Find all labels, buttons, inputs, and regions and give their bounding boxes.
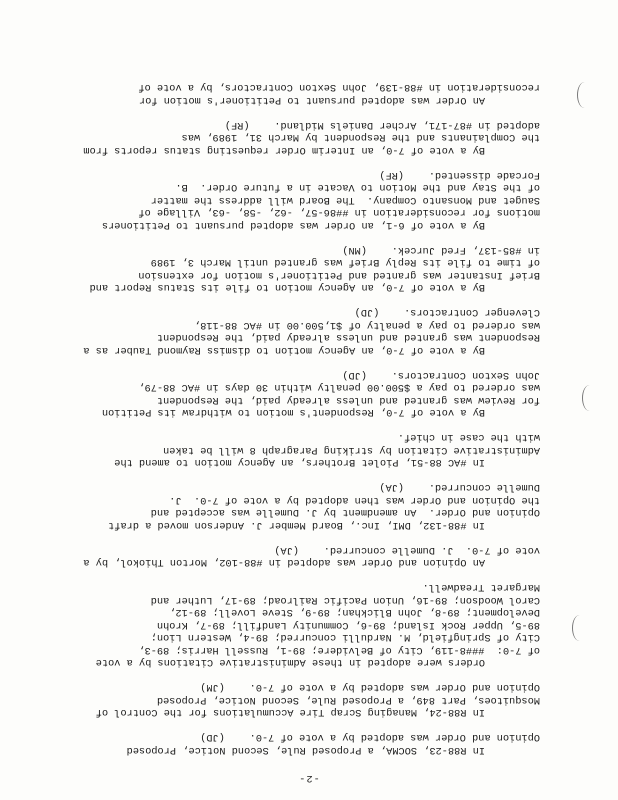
paragraph-line: Sauget and Monsanto Company. The Board will address the matter xyxy=(150,194,540,206)
paragraph-line: Opinion and Order was adopted by a vote of 7-0. (JD) xyxy=(200,731,540,744)
paragraph-line: In #AC 88-51, Piolet Brothers, an Agency motion to amend the xyxy=(114,456,485,469)
paragraph-line: An Order was adopted pursuant to Petitioner's motion for xyxy=(138,94,485,106)
paragraph-line: of time to file its Reply Brief was granted until March 3, 1989 xyxy=(150,256,540,269)
left-margin-mark xyxy=(582,385,597,411)
paragraph xyxy=(60,306,540,356)
paragraph xyxy=(60,119,540,157)
paragraph-line: By a vote of 6-1, an Order was adopted pursuant to Petitioners xyxy=(101,219,485,231)
paragraph-line: was ordered to pay a penalty of $1,500.00 in #AC 88-118, xyxy=(193,319,540,331)
paragraph-line: Margaret Treadwell. xyxy=(422,581,540,594)
left-margin-mark xyxy=(572,615,587,641)
paragraph xyxy=(60,431,540,469)
paragraph-line: Opinion and Order was adopted by a vote of 7-0. (JM) xyxy=(200,681,540,694)
paragraph-line: the Opinion and Order was then adopted by a vote of 7-0. J. xyxy=(169,494,540,506)
page-number: -2- xyxy=(298,772,320,784)
paragraph-line: vote of 7-0. J. Dumelle concurred. (JA) xyxy=(274,544,540,556)
paragraph-line: for Review was granted and unless already paid, the Respondent xyxy=(156,394,540,406)
paragraph-line: By a vote of 7-0, an Agency motion to file its Status Report and xyxy=(89,281,485,294)
paragraph xyxy=(60,244,540,294)
paragraph-line: By a vote of 7-0, an Agency motion to dismiss Raymond Tauber as a xyxy=(83,344,485,356)
paragraph-line: Mosquitoes, Part 849, a Proposed Rule, Second Notice, Proposed xyxy=(156,694,540,706)
paragraph-line: with the case in chief. xyxy=(397,431,540,444)
paragraph-line: In #88-132, DMI, Inc., Board Member J. Anderson moved a draft xyxy=(108,519,485,531)
paragraph-line: Carol Woodson; 89-16, Union Pacific Railroad; 89-17, Luther and xyxy=(150,594,540,606)
paragraph-line: By a vote of 7-0, an Interim Order requesting status reports from xyxy=(83,144,485,156)
paragraph-line: Orders were adopted in these Administrative Citations by a vote xyxy=(95,656,485,669)
paragraph-line: Brief Instanter was granted and Petitioner's motion for extension xyxy=(138,269,540,281)
paragraph-line: Development; 89-8, John Blickhan; 89-9, Steve Lovell; 89-12, xyxy=(169,606,540,619)
paragraph-line: 89-5, Upper Rock Island; 89-6, Community Landfill; 89-7, Krohn xyxy=(156,619,540,631)
paragraph-line: Respondent was granted and unless already paid, the Respondent xyxy=(156,331,540,344)
paragraph xyxy=(60,481,540,531)
paragraph-line: was ordered to pay a $500.00 penalty within 30 days in #AC 88-79, xyxy=(138,381,540,394)
paragraph-line: motions for reconsideration in ##86-57, -62, -58, -63, Village of xyxy=(138,206,540,219)
paragraph xyxy=(60,544,540,569)
paragraph-line: adopted in #87-171, Archer Daniels Midland. (RF) xyxy=(224,119,540,131)
paragraph xyxy=(60,169,540,232)
left-margin-mark xyxy=(577,82,592,108)
paragraph-line: Dumelle concurred. (JA) xyxy=(379,481,540,494)
paragraph-line: Administrative Citation by striking Paragraph 8 will be taken xyxy=(163,444,540,456)
paragraph-line: reconsideration in #88-139, John Sexton Contractors, by a vote of xyxy=(138,81,540,94)
paragraph-line: John Sexton Contractors. (JD) xyxy=(342,369,540,381)
paragraph-line: of the Stay and the Motion to Vacate in a future Order. B. xyxy=(175,181,540,194)
paragraph-line: An Opinion and Order was adopted in #88-102, Morton Thiokol, by a xyxy=(83,556,485,569)
paragraph-line: of 7-0: ###8-119, City of Belvidere; 89-1, Russell Harris; 89-3, xyxy=(138,644,540,656)
paragraph xyxy=(60,731,540,756)
paragraph-line: In R88-24, Managing Scrap Tire Accumulations for the Control of xyxy=(95,706,485,719)
paragraph xyxy=(60,581,540,669)
paragraph-line: in #85-137, Fred Jurcek. (MN) xyxy=(342,244,540,256)
paragraph xyxy=(60,81,540,106)
paragraph xyxy=(60,681,540,719)
paragraph-line: City of Springfield, M. Nardulli concurred; 89-4, Western Lion; xyxy=(150,631,540,644)
paragraph-line: In R88-23, SOCMA, a Proposed Rule, Second Notice, Proposed xyxy=(126,744,485,756)
paragraph-line: the Complainants and the Respondent by March 31, 1989, was xyxy=(181,131,540,144)
paragraph xyxy=(60,369,540,419)
paragraph-line: Clevenger Contractors. (JD) xyxy=(354,306,540,319)
paragraph-line: Opinion and Order. An amendment by J. Dumelle was accepted and xyxy=(150,506,540,519)
paragraph-line: Forcade dissented. (RF) xyxy=(379,169,540,181)
paragraph-line: By a vote of 7-0, Respondent's motion to withdraw its Petition xyxy=(101,406,485,419)
